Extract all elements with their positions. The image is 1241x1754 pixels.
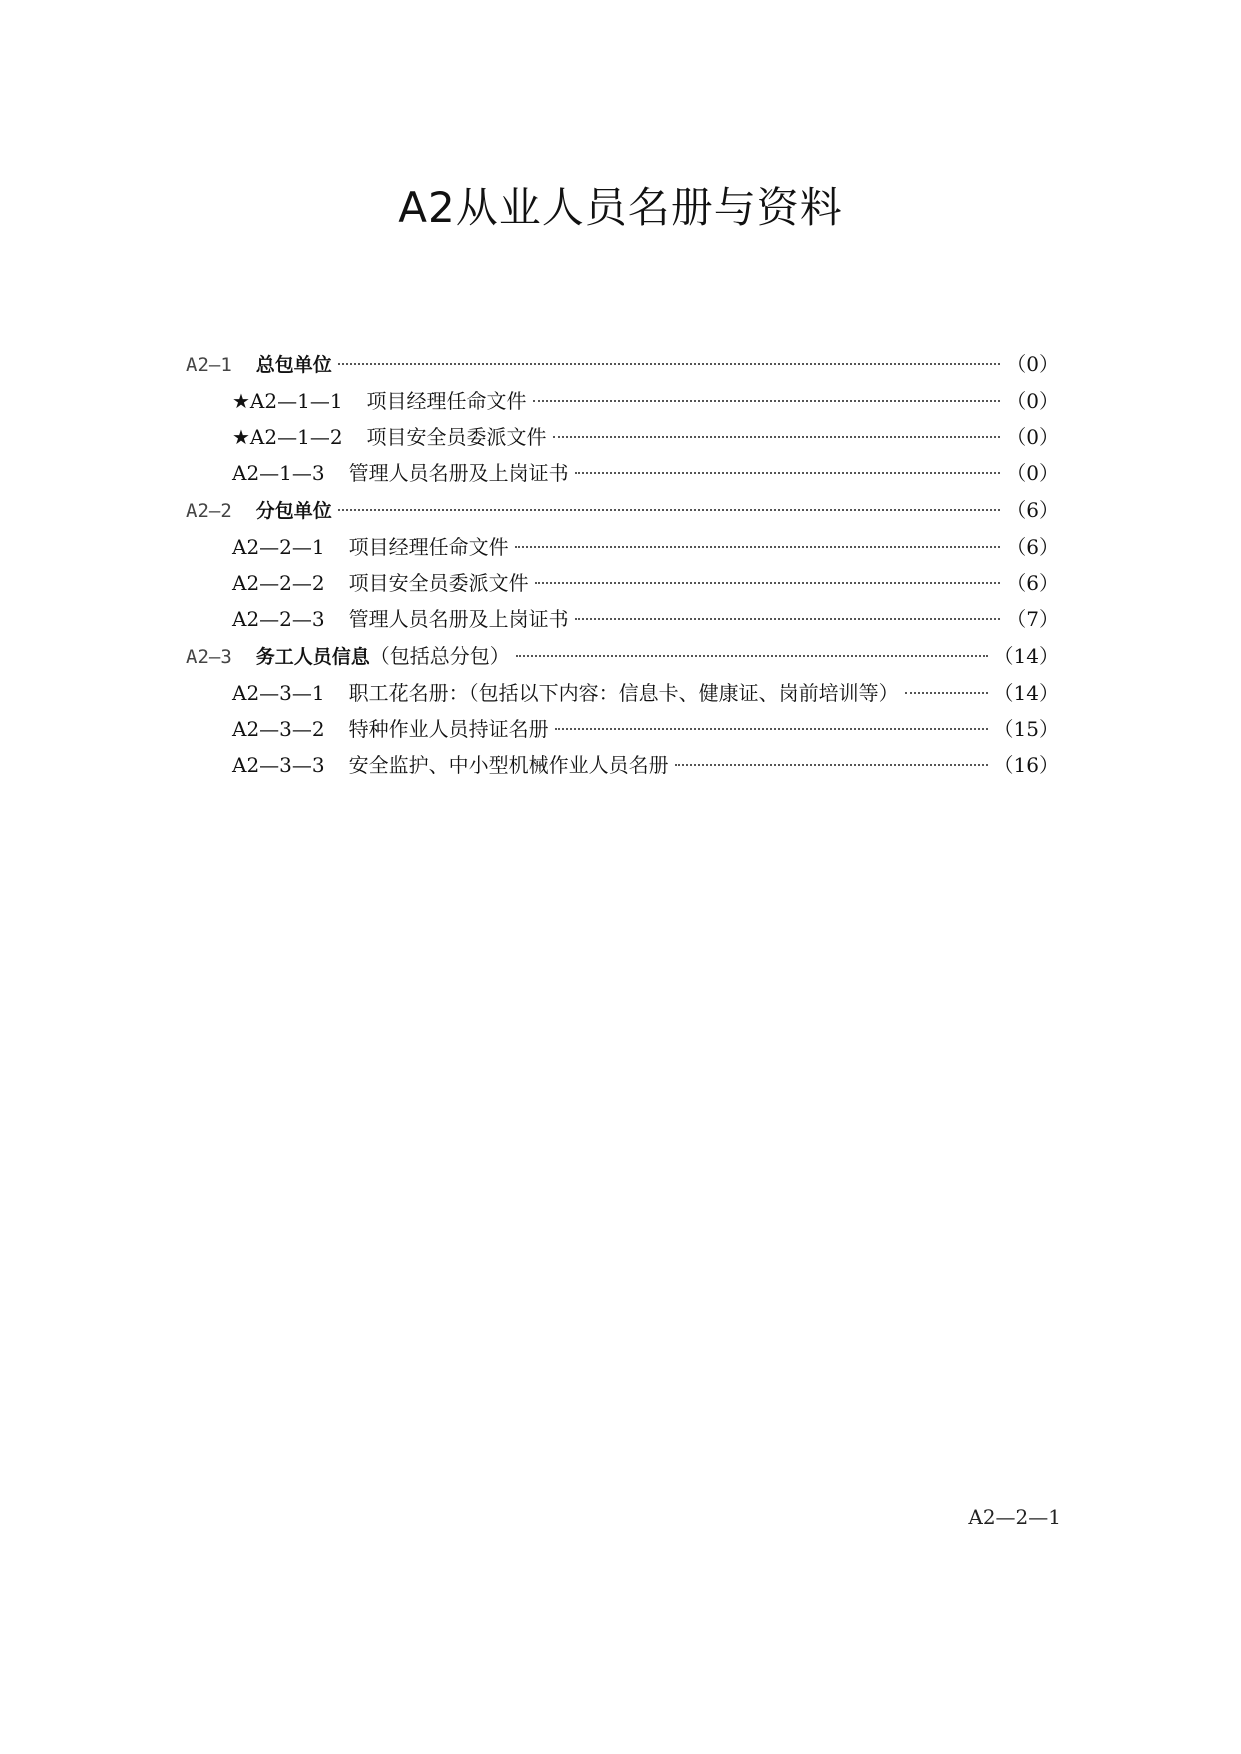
toc-title: 职工花名册：（包括以下内容：信息卡、健康证、岗前培训等） [348, 681, 899, 705]
toc-code: ★A2—1—2 [232, 425, 343, 449]
toc-code: A2—2—3 [232, 607, 325, 631]
toc-page-number: （16） [993, 753, 1059, 777]
toc-page-number: （14） [993, 644, 1059, 668]
toc-title: 管理人员名册及上岗证书 [348, 461, 569, 485]
toc-title: 安全监护、中小型机械作业人员名册 [348, 753, 669, 777]
dot-leader [553, 435, 1001, 438]
toc-code: ★A2—1—1 [232, 389, 343, 413]
toc-item-a2-2-1[interactable] [186, 529, 1059, 565]
table-of-contents [186, 345, 1059, 783]
toc-code: A2—2 [186, 500, 232, 522]
toc-title: 管理人员名册及上岗证书 [348, 607, 569, 631]
toc-item-a2-1-3[interactable] [186, 455, 1059, 491]
toc-page-number: （6） [1006, 535, 1059, 559]
dot-leader [555, 727, 988, 730]
dot-leader [338, 362, 1000, 365]
toc-page-number: （14） [993, 681, 1059, 705]
toc-item-a2-3-3[interactable] [186, 747, 1059, 783]
dot-leader [905, 691, 988, 694]
toc-code: A2—2—2 [232, 571, 325, 595]
toc-code: A2—2—1 [232, 535, 325, 559]
toc-page-number: （6） [1006, 571, 1059, 595]
toc-code: A2—3 [186, 646, 232, 668]
toc-code: A2—3—3 [232, 753, 325, 777]
toc-item-a2-2-2[interactable] [186, 565, 1059, 601]
toc-title: 项目安全员委派文件 [366, 425, 547, 449]
dot-leader [575, 617, 1001, 620]
toc-title: 特种作业人员持证名册 [348, 717, 549, 741]
page-title: A2从业人员名册与资料 [398, 183, 843, 232]
page-footer-code: A2—2—1 [968, 1505, 1061, 1529]
toc-section-a2-2[interactable] [186, 491, 1059, 529]
toc-title: 项目安全员委派文件 [348, 571, 529, 595]
dot-leader [575, 471, 1001, 474]
toc-section-a2-3[interactable] [186, 637, 1059, 675]
toc-title: 项目经理任命文件 [366, 389, 527, 413]
dot-leader [675, 763, 988, 766]
dot-leader [338, 508, 1000, 511]
dot-leader [515, 545, 1001, 548]
toc-title: 项目经理任命文件 [348, 535, 509, 559]
toc-item-a2-2-3[interactable] [186, 601, 1059, 637]
dot-leader [535, 581, 1001, 584]
toc-item-a2-1-2[interactable] [186, 419, 1059, 455]
toc-page-number: （0） [1006, 352, 1059, 376]
toc-code: A2—1 [186, 354, 232, 376]
toc-code: A2—1—3 [232, 461, 325, 485]
dot-leader [516, 654, 988, 657]
dot-leader [533, 399, 1001, 402]
toc-page-number: （7） [1006, 607, 1059, 631]
toc-page-number: （15） [993, 717, 1059, 741]
toc-item-a2-3-1[interactable] [186, 675, 1059, 711]
toc-page-number: （0） [1006, 389, 1059, 413]
toc-item-a2-1-1[interactable] [186, 383, 1059, 419]
toc-title: 分包单位 [255, 500, 332, 522]
toc-page-number: （0） [1006, 461, 1059, 485]
toc-page-number: （0） [1006, 425, 1059, 449]
toc-code: A2—3—1 [232, 681, 325, 705]
toc-title: 总包单位 [255, 354, 332, 376]
toc-page-number: （6） [1006, 498, 1059, 522]
toc-code: A2—3—2 [232, 717, 325, 741]
toc-title: 务工人员信息（包括总分包） [255, 644, 510, 668]
toc-item-a2-3-2[interactable] [186, 711, 1059, 747]
toc-section-a2-1[interactable] [186, 345, 1059, 383]
